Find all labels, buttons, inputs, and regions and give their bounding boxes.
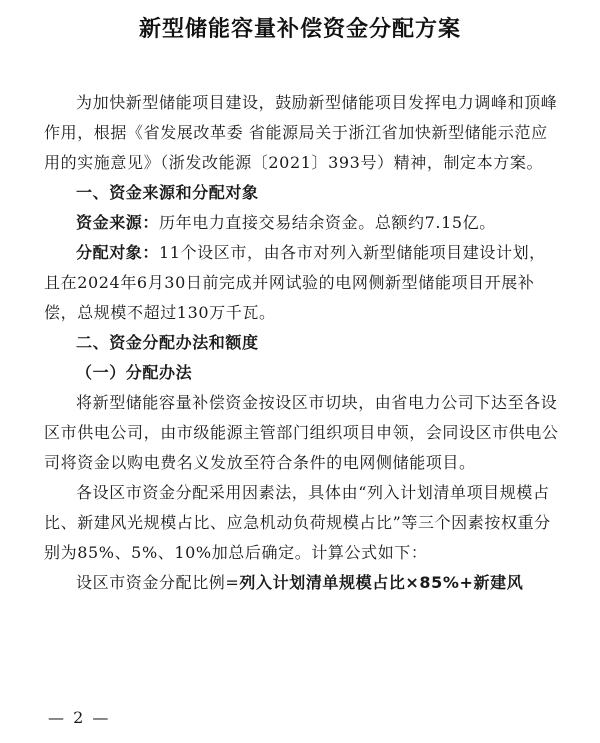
subsection1-heading: （一）分配办法 (76, 363, 193, 382)
formula-line (44, 568, 559, 598)
funding-source-text: 历年电力直接交易结余资金。总额约7.15亿。 (159, 213, 496, 232)
method-paragraph-2: 各设区市资金分配采用因素法，具体由“列入计划清单项目规模占比、新建风光规模占比、应急机动负荷规模占比”等三个因素按权重分别为85%、5%、10%加总后确定。计算公式如下： (44, 483, 551, 562)
formula-prefix: 设区市资金分配比例= (76, 573, 240, 592)
funding-source-paragraph (44, 208, 559, 238)
method-paragraph-1: 将新型储能容量补偿资金按设区市切块，由省电力公司下达至各设区市供电公司，由市级能源主管部门组织项目申领，会同设区市供电公司将资金以购电费名义发放至符合条件的电网侧储能项目。 (44, 393, 559, 472)
allocation-target-paragraph (44, 238, 559, 328)
section2-heading: 二、资金分配办法和额度 (76, 333, 259, 352)
allocation-target-label: 分配对象： (76, 243, 160, 262)
document-title: 新型储能容量补偿资金分配方案 (138, 17, 461, 42)
funding-source-label: 资金来源： (76, 213, 160, 232)
document-body (44, 88, 559, 598)
section1-heading: 一、资金来源和分配对象 (76, 183, 259, 202)
allocation-target-text: 11个设区市，由各市对列入新型储能项目建设计划，且在2024年6月30日前完成并网试验的电网侧新型储能项目开展补偿，总规模不超过130万千瓦。 (44, 243, 546, 322)
page-number: — 2 — (48, 708, 111, 727)
intro-paragraph: 为加快新型储能项目建设，鼓励新型储能项目发挥电力调峰和顶峰作用，根据《省发展改革委 省能源局关于浙江省加快新型储能示范应用的实施意见》（浙发改能源〔2021〕393号）精神，制定本方案。 (44, 93, 558, 172)
formula-bold: 列入计划清单规模占比×85%+新建风 (239, 573, 524, 592)
